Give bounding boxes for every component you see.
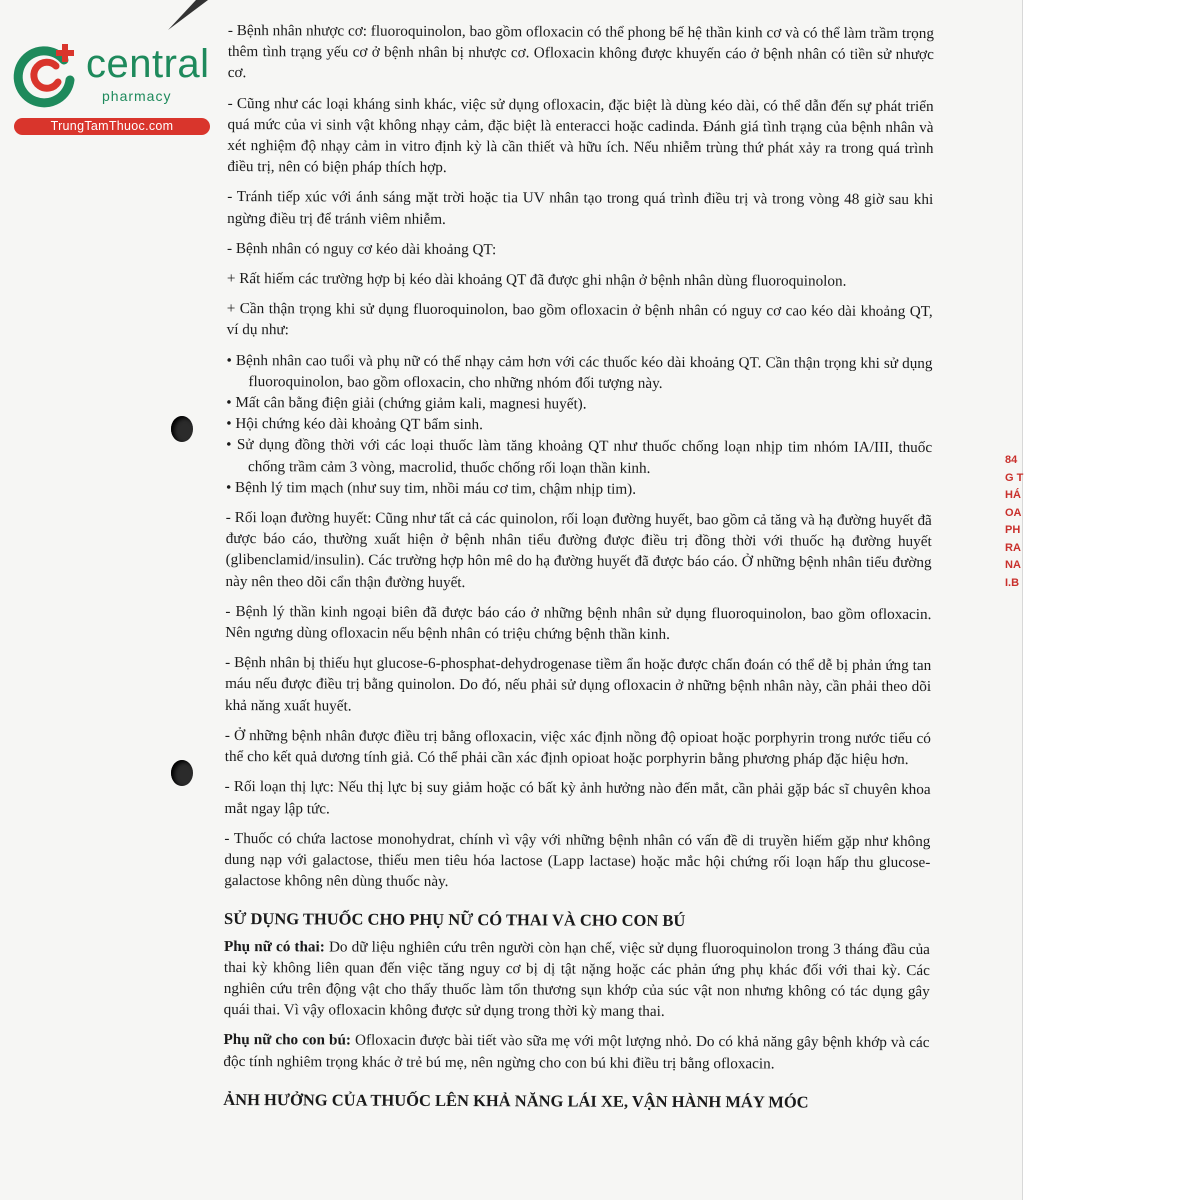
paragraph-glycemia: - Rối loạn đường huyết: Cũng như tất cả các quinolon, rối loạn đường huyết, bao gồm cả tăng và hạ đường huyết đã được báo cáo, thường xuất hiện ở bệnh nhân tiểu đường được điều trị đồng thời với thuốc hạ đường huyết (glibenclamid/insulin). Các trường hợp hôn mê do hạ đường huyết đã được báo cáo. Ở những bệnh nhân tiểu đường này nên theo dõi cẩn thận đường huyết. [225,509,932,591]
section-heading-pregnancy: SỬ DỤNG THUỐC CHO PHỤ NỮ CÓ THAI VÀ CHO CON BÚ [224,909,686,931]
paragraph-lactation [223,1029,929,1074]
logo-name: central [86,42,210,86]
lactation-text: Ofloxacin được bài tiết vào sữa mẹ với một lượng nhỏ. Do có khả năng gây bệnh khớp và các độc tính nghiêm trọng khác ở trẻ bú mẹ, nên ngừng cho con bú khi điều trị bằng ofloxacin. [223,1031,930,1072]
folded-corner [168,0,208,30]
document-body [223,20,934,1119]
paragraph-lactose: - Thuốc có chứa lactose monohydrat, chính vì vậy với những bệnh nhân có vấn đề di truyền hiếm gặp như không dung nạp với galactose, thiếu men tiêu hóa lactose (Lapp lactase) hoặc mắc hội chứng rối loạn hấp thu glucose-galactose không nên dùng thuốc này. [224,829,931,891]
paragraph-qt-caution: + Cần thận trọng khi sử dụng fluoroquinolon, bao gồm ofloxacin ở bệnh nhân có nguy cơ cao kéo dài khoảng QT, ví dụ như: [226,300,933,339]
paragraph-g6pd: - Bệnh nhân bị thiếu hụt glucose-6-phosphat-dehydrogenase tiềm ẩn hoặc được chẩn đoán có thể dễ bị phản ứng tan máu nếu được điều trị bằng quinolon. Do đó, nếu phải sử dụng ofloxacin ở những bệnh nhân này, cần phải theo dõi khả năng xuất huyết. [224,654,932,715]
punch-hole-top [171,416,193,442]
bullet-cardiac: • Bệnh lý tim mạch (như suy tim, nhồi máu cơ tim, chậm nhịp tim). [225,478,637,498]
right-page-edge [1022,0,1200,1200]
central-pharmacy-logo [12,36,212,146]
paragraph-false-positive: - Ở những bệnh nhân được điều trị bằng ofloxacin, việc xác định nồng độ opioat hoặc porphyrin trong nước tiểu có thể cho kết quả dương tính giả. Có thể phải cần xác định opioat hoặc porphyrin bằng phương pháp đặc hiệu hơn. [224,726,931,769]
red-stamp-fragment: 84 G T HÁ OA PH RA NA I.B [1005,454,1024,589]
punch-hole-bottom [171,760,193,786]
paragraph-pregnancy [224,936,930,1024]
paragraph-qt-risk: - Bệnh nhân có nguy cơ kéo dài khoảng QT: [226,239,497,259]
bullet-elderly: • Bệnh nhân cao tuổi và phụ nữ có thể nhạy cảm hơn với các thuốc kéo dài khoảng QT. Cần thận trọng khi sử dụng fluoroquinolon, bao gồm ofloxacin, cho những nhóm đối tượng này. [226,351,933,392]
bullet-concomitant-drugs: • Sử dụng đồng thời với các loại thuốc làm tăng khoảng QT như thuốc chống loạn nhịp tim nhóm IA/III, thuốc chống trầm cảm 3 vòng, macrolid, thuốc chống rối loạn thần kinh. [226,436,933,477]
section-heading-driving: ẢNH HƯỞNG CỦA THUỐC LÊN KHẢ NĂNG LÁI XE, VẬN HÀNH MÁY MÓC [223,1089,809,1112]
logo-website: TrungTamThuoc.com [14,118,210,135]
paragraph-qt-rare: + Rất hiếm các trường hợp bị kéo dài khoảng QT đã được ghi nhận ở bệnh nhân dùng fluoroquinolon. [226,270,847,290]
paragraph-photosensitivity: - Tránh tiếp xúc với ánh sáng mặt trời hoặc tia UV nhân tạo trong quá trình điều trị và trong vòng 48 giờ sau khi ngừng điều trị để tránh viêm nhiễm. [227,188,934,228]
pregnancy-label: Phụ nữ có thai: [223,937,325,955]
logo-cross-ring-icon [12,42,78,108]
paragraph-superinfection: - Cũng như các loại kháng sinh khác, việc sử dụng ofloxacin, đặc biệt là dùng kéo dài, có thể dẫn đến sự phát triển quá mức của vi sinh vật không nhạy cảm, đặc biệt là enteracci hoặc cadinda. Đánh giá tình trạng của bệnh nhân và xét nghiệm độ nhạy cảm in vitro định kỳ là cần thiết và hữu ích. Nếu nhiễm trùng thứ phát xảy ra trong quá trình điều trị, nên có biện pháp thích hợp. [227,94,934,177]
page-edge-line [1022,0,1023,1200]
bullet-electrolyte: • Mất cân bằng điện giải (chứng giảm kali, magnesi huyết). [226,394,587,413]
pregnancy-text: Do dữ liệu nghiên cứu trên người còn hạn chế, việc sử dụng fluoroquinolon trong 3 tháng đầu của thai kỳ không liên quan đến việc tăng nguy cơ bị dị tật nặng hoặc các phản ứng phụ khác đối với thai kỳ. Các nghiên cứu trên động vật cho thấy thuốc làm tổn thương sụn khớp của súc vật non nhưng không có tác dụng gây quái thai. Vì vậy ofloxacin không được sử dụng trong thời kỳ mang thai. [223,937,930,1021]
paragraph-vision: - Rối loạn thị lực: Nếu thị lực bị suy giảm hoặc có bất kỳ ảnh hưởng nào đến mắt, cần phải gặp bác sĩ chuyên khoa mắt ngay lập tức. [224,778,931,817]
paragraph-neuropathy: - Bệnh lý thần kinh ngoại biên đã được báo cáo ở những bệnh nhân sử dụng fluoroquinolon, bao gồm ofloxacin. Nên ngưng dùng ofloxacin nếu bệnh nhân có triệu chứng bệnh thần kinh. [225,602,932,644]
paragraph-myasthenia: - Bệnh nhân nhược cơ: fluoroquinolon, bao gồm ofloxacin có thể phong bế hệ thần kinh cơ và có thể làm trầm trọng thêm tình trạng yếu cơ ở bệnh nhân bị nhược cơ. Ofloxacin không được khuyến cáo ở bệnh nhân có tiền sử nhược cơ. [227,21,934,82]
logo-subtitle: pharmacy [102,88,172,104]
lactation-label: Phụ nữ cho con bú: [223,1031,352,1049]
bullet-congenital-qt: • Hội chứng kéo dài khoảng QT bẩm sinh. [226,415,483,434]
